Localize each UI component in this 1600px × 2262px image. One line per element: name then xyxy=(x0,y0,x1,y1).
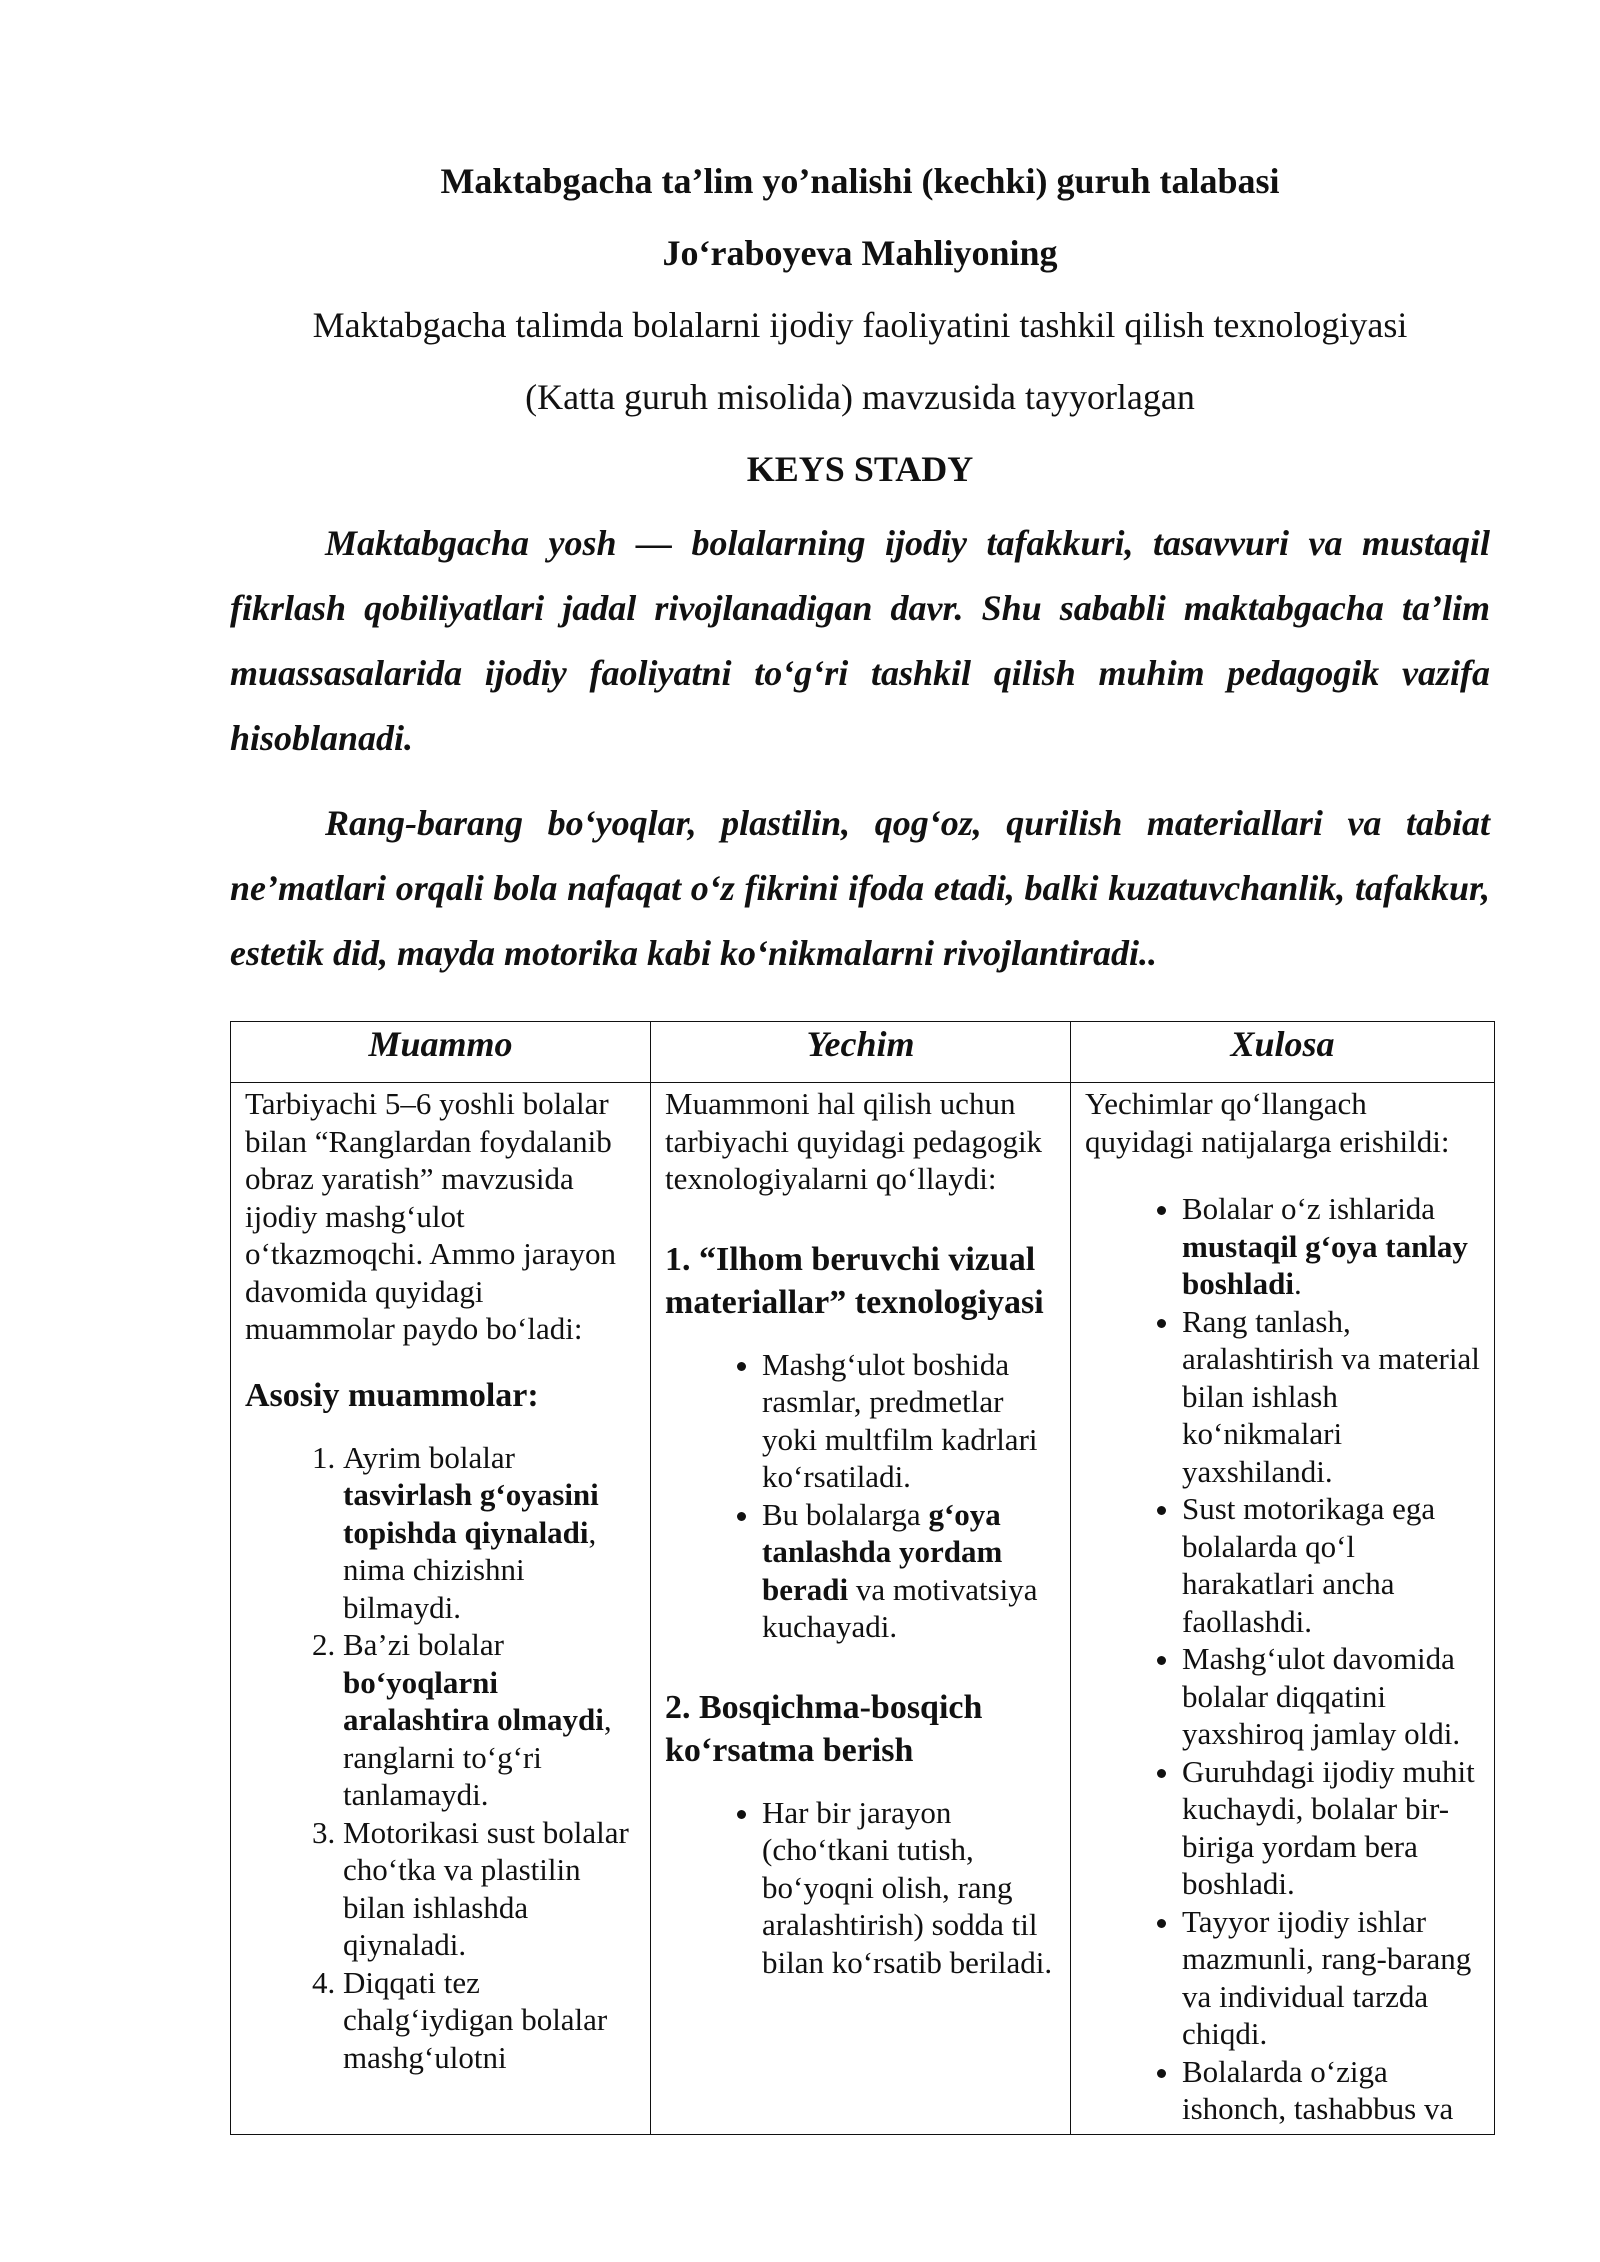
yechim-list-1 xyxy=(665,1346,1056,1646)
table-header-row xyxy=(231,1022,1495,1083)
list-item: • Sust motorikaga ega bolalarda qo‘l harakatlari ancha faollashdi. xyxy=(1182,1490,1480,1640)
list-item: 3. Motorikasi sust bolalar cho‘tka va plastilin bilan ishlashda qiynaladi. xyxy=(343,1814,636,1964)
yechim-list-2 xyxy=(665,1794,1056,1982)
intro-paragraph-2: Rang-barang bo‘yoqlar, plastilin, qog‘oz, qurilish materiallari va tabiat ne’matlari orqali bola nafaqat o‘z fikrini ifoda etadi, balki kuzatuvchanlik, tafakkur, estetik did, mayda motorika kabi ko‘nikmalarni rivojlantiradi.. xyxy=(230,803,1490,973)
list-item: • Mashg‘ulot davomida bolalar diqqatini yaxshiroq jamlay oldi. xyxy=(1182,1640,1480,1753)
author-name: Jo‘raboyeva Mahliyoning xyxy=(662,233,1058,273)
xulosa-intro: Yechimlar qo‘llangach quyidagi natijalarga erishildi: xyxy=(1085,1086,1450,1159)
list-item: • Rang tanlash, aralashtirish va material bilan ishlash ko‘nikmalari yaxshilandi. xyxy=(1182,1303,1480,1491)
topic-line-1: Maktabgacha talimda bolalarni ijodiy faoliyatini tashkil qilish texnologiyasi xyxy=(312,305,1408,345)
list-item: 4. Diqqati tez chalg‘iydigan bolalar mashg‘ulotni xyxy=(343,1964,636,2077)
muammo-cell xyxy=(231,1083,651,2135)
document-page xyxy=(230,145,1490,2135)
muammo-intro: Tarbiyachi 5–6 yoshli bolalar bilan “Ranglardan foydalanib obraz yaratish” mavzusida ijodiy mashg‘ulot o‘tkazmoqchi. Ammo jarayon davomida quyidagi muammolar paydo bo‘ladi: xyxy=(245,1086,617,1346)
case-table xyxy=(230,1021,1495,2135)
header-xulosa: Xulosa xyxy=(1071,1022,1495,1083)
muammo-heading: Asosiy muammolar: xyxy=(245,1376,539,1414)
list-item: • Har bir jarayon (cho‘tkani tutish, bo‘yoqni olish, rang aralashtirish) sodda til bilan ko‘rsatib beriladi. xyxy=(762,1794,1056,1982)
list-item: • Bu bolalarga g‘oya tanlashda yordam beradi va motivatsiya kuchayadi. xyxy=(762,1496,1056,1646)
intro-paragraph-1: Maktabgacha yosh — bolalarning ijodiy tafakkuri, tasavvuri va mustaqil fikrlash qobiliyatlari jadal rivojlanadigan davr. Shu sababli maktabgacha ta’lim muassasalarida ijodiy faoliyatni to‘g‘ri tashkil qilish muhim pedagogik vazifa hisoblanadi. xyxy=(230,523,1490,758)
title-line-1: Maktabgacha ta’lim yo’nalishi (kechki) guruh talabasi xyxy=(440,161,1280,201)
topic-line-2: (Katta guruh misolida) mavzusida tayyorlagan xyxy=(525,377,1195,417)
list-item: 2. Ba’zi bolalar bo‘yoqlarni aralashtira olmaydi, ranglarni to‘g‘ri tanlamaydi. xyxy=(343,1626,636,1814)
list-item: • Guruhdagi ijodiy muhit kuchaydi, bolalar bir-biriga yordam bera boshladi. xyxy=(1182,1753,1480,1903)
yechim-heading-1: 1. “Ilhom beruvchi vizual materiallar” texnologiyasi xyxy=(665,1240,1044,1321)
list-item: • Bolalarda o‘ziga ishonch, tashabbus va xyxy=(1182,2053,1480,2128)
xulosa-cell xyxy=(1071,1083,1495,2135)
header-muammo: Muammo xyxy=(231,1022,651,1083)
muammo-list xyxy=(245,1439,636,2077)
list-item: • Bolalar o‘z ishlarida mustaqil g‘oya tanlay boshladi. xyxy=(1182,1190,1480,1303)
yechim-heading-2: 2. Bosqichma-bosqich ko‘rsatma berish xyxy=(665,1688,983,1769)
xulosa-list xyxy=(1085,1190,1480,2128)
case-study-heading: KEYS STADY xyxy=(746,449,974,489)
list-item: • Mashg‘ulot boshida rasmlar, predmetlar yoki multfilm kadrlari ko‘rsatiladi. xyxy=(762,1346,1056,1496)
list-item: 1. Ayrim bolalar tasvirlash g‘oyasini topishda qiynaladi, nima chizishni bilmaydi. xyxy=(343,1439,636,1627)
table-row xyxy=(231,1083,1495,2135)
yechim-intro: Muammoni hal qilish uchun tarbiyachi quyidagi pedagogik texnologiyalarni qo‘llaydi: xyxy=(665,1086,1043,1196)
yechim-cell xyxy=(651,1083,1071,2135)
header-yechim: Yechim xyxy=(651,1022,1071,1083)
list-item: • Tayyor ijodiy ishlar mazmunli, rang-barang va individual tarzda chiqdi. xyxy=(1182,1903,1480,2053)
